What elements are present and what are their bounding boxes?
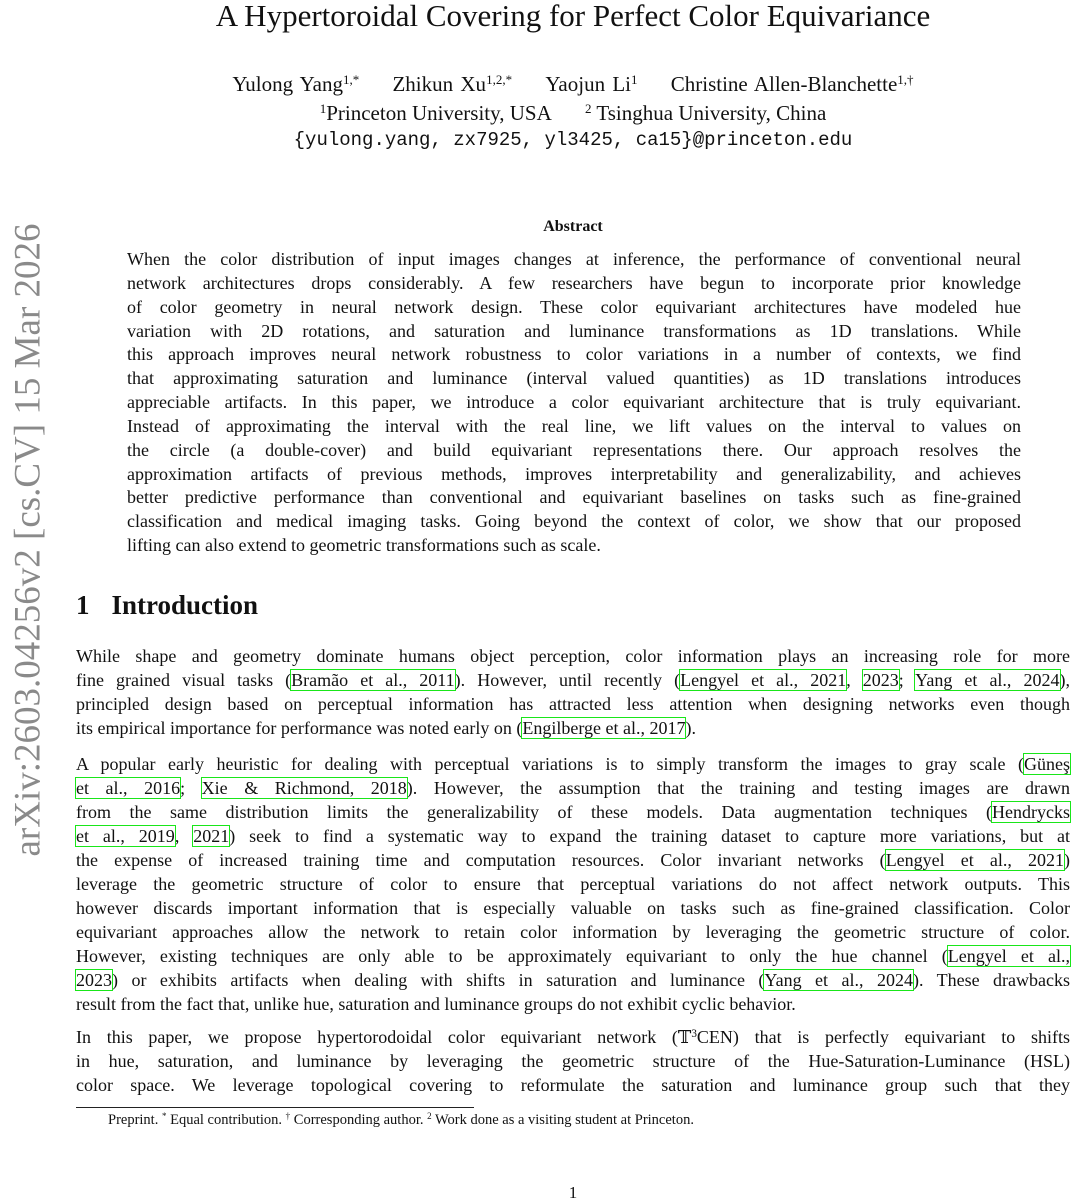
text-line xyxy=(127,439,1021,463)
text-run: Instead of approximating the interval with the real line, we lift values on the interval to values on xyxy=(127,415,1021,436)
text-run: variation with 2D rotations, and saturation and luminance transformations as 1D translations. While xyxy=(127,320,1021,341)
author-affiliation-mark: 1,* xyxy=(342,71,360,87)
intro-paragraph xyxy=(76,644,1070,740)
affiliation-mark: 2 xyxy=(585,100,592,116)
text-line xyxy=(76,944,1070,968)
citation-link[interactable]: Engilberge et al., 2017 xyxy=(522,718,686,738)
text-line xyxy=(76,716,1070,740)
text-line xyxy=(76,896,1070,920)
text-line xyxy=(76,644,1070,668)
text-run: ) seek to find a systematic way to expand the training dataset to capture more variations, but at xyxy=(229,826,1071,846)
text-line xyxy=(127,343,1021,367)
citation-link[interactable]: 2023 xyxy=(862,670,899,690)
intro-paragraph xyxy=(76,1025,1070,1097)
citation-link[interactable]: Lengyel et al., 2021 xyxy=(680,670,847,690)
affiliation-name: Tsinghua University, China xyxy=(591,101,827,125)
author-affiliation-mark: 1,† xyxy=(897,71,914,87)
section-title: Introduction xyxy=(111,590,259,620)
citation-link[interactable]: Xie & Richmond, 2018 xyxy=(201,778,407,798)
text-run: in hue, saturation, and luminance by leveraging the geometric structure of the Hue-Saturation-Luminance (HSL) xyxy=(76,1051,1070,1071)
text-run: ). xyxy=(685,718,696,738)
text-run: network architectures drops considerably. A few researchers have begun to incorporate prior knowledge xyxy=(127,272,1021,293)
superscript: † xyxy=(285,1111,291,1122)
citation-link[interactable]: Lengyel et al., 2021 xyxy=(885,850,1064,870)
paper-title: A Hypertoroidal Covering for Perfect Color Equivariance xyxy=(215,0,931,33)
superscript: 3 xyxy=(691,1027,697,1040)
text-run: the expense of increased training time and computation resources. Color invariant networks ( xyxy=(76,850,886,870)
abstract-heading: Abstract xyxy=(543,218,603,235)
text-run: ) or exhibits artifacts when dealing with shifts in saturation and luminance ( xyxy=(112,970,765,990)
citation-link[interactable]: Hendrycks xyxy=(992,802,1070,822)
text-run: ; xyxy=(180,778,202,798)
text-line xyxy=(127,391,1021,415)
text-run: ), xyxy=(1059,670,1070,690)
text-line xyxy=(76,800,1070,824)
text-line xyxy=(76,824,1070,848)
superscript: * xyxy=(161,1111,167,1122)
citation-link[interactable]: 2023 xyxy=(76,970,112,990)
text-run: ; xyxy=(898,670,916,690)
text-line xyxy=(76,968,1070,992)
text-run: its empirical importance for performance was noted early on ( xyxy=(76,718,523,738)
author xyxy=(671,72,914,96)
text-run: ). However, the assumption that the training and testing images are drawn xyxy=(406,778,1070,798)
citation-link[interactable]: Güneş xyxy=(1024,754,1070,774)
text-line xyxy=(76,1073,1070,1097)
author-emails: {yulong.yang, zx7925, yl3425, ca15}@princeton.edu xyxy=(293,129,853,151)
citation-link[interactable]: Lengyel et al., xyxy=(947,946,1070,966)
author-affiliation-mark: 1,2,* xyxy=(486,71,513,87)
arxiv-stamp: arXiv:2603.04256v2 [cs.CV] 15 Mar 2026 xyxy=(7,223,49,857)
affiliations xyxy=(0,101,1072,126)
text-run: this approach improves neural network robustness to color variations in a number of contexts, we find xyxy=(127,344,1021,365)
text-run: In this paper, we propose hypertorodoidal color equivariant network (𝕋 xyxy=(76,1027,692,1047)
text-line xyxy=(76,776,1070,800)
author-name: Yaojun Li xyxy=(545,72,631,96)
citation-link[interactable]: et al., 2016 xyxy=(76,778,181,798)
text-run: leverage the geometric structure of color to ensure that perceptual variations do not affect network outputs. This xyxy=(76,874,1070,894)
citation-link[interactable]: Bramão et al., 2011 xyxy=(291,670,455,690)
text-run: appreciable artifacts. In this paper, we introduce a color equivariant architecture that is truly equivariant. xyxy=(127,392,1021,413)
text-line xyxy=(127,510,1021,534)
text-line xyxy=(127,272,1021,296)
citation-link[interactable]: 2021 xyxy=(193,826,230,846)
text-line xyxy=(127,296,1021,320)
text-line xyxy=(127,367,1021,391)
text-run: ). However, until recently ( xyxy=(454,670,681,690)
text-run: the circle (a double-cover) and build equivariant representations there. Our approach resolves the xyxy=(127,439,1021,460)
text-run: result from the fact that, unlike hue, saturation and luminance groups do not exhibit cyclic behavior. xyxy=(76,994,796,1014)
text-line xyxy=(127,415,1021,439)
author xyxy=(392,72,512,96)
author xyxy=(545,72,637,96)
text-run: lifting can also extend to geometric transformations such as scale. xyxy=(127,535,601,556)
text-run: however discards important information that is especially valuable on tasks such as fine-grained classification. Color xyxy=(76,898,1070,918)
author-list xyxy=(0,72,1072,97)
text-line xyxy=(76,920,1070,944)
text-line xyxy=(127,486,1021,510)
author-name: Zhikun Xu xyxy=(392,72,487,96)
citation-link[interactable]: Yang et al., 2024 xyxy=(764,970,913,990)
text-run: fine grained visual tasks ( xyxy=(76,670,292,690)
author-affiliation-mark: 1 xyxy=(630,71,638,87)
text-line xyxy=(76,752,1070,776)
text-line xyxy=(76,1049,1070,1073)
citation-link[interactable]: et al., 2019 xyxy=(76,826,175,846)
affiliation-name: Princeton University, USA xyxy=(326,101,552,125)
text-run: Preprint. xyxy=(108,1112,162,1128)
text-run: from the same distribution limits the generalizability of these models. Data augmentation techniques ( xyxy=(76,802,993,822)
section-number: 1 xyxy=(76,590,90,620)
text-line xyxy=(76,872,1070,896)
text-run: classification and medical imaging tasks. Going beyond the context of color, we show that our proposed xyxy=(127,511,1021,532)
author xyxy=(232,72,359,96)
author-name: Christine Allen-Blanchette xyxy=(670,72,898,96)
text-run: ). These drawbacks xyxy=(912,970,1070,990)
author-name: Yulong Yang xyxy=(232,72,343,96)
text-run: , xyxy=(174,826,194,846)
affiliation xyxy=(585,101,826,125)
affiliation xyxy=(320,101,552,125)
text-line xyxy=(76,1025,1070,1049)
abstract-body xyxy=(127,248,1021,558)
text-run: Work done as a visiting student at Princeton. xyxy=(431,1112,694,1128)
text-run: While shape and geometry dominate humans object perception, color information plays an increasing role for more xyxy=(76,646,1070,666)
text-line xyxy=(76,992,1070,1016)
text-run: Corresponding author. xyxy=(290,1112,428,1128)
intro-paragraph xyxy=(76,752,1070,1016)
text-run: equivariant approaches allow the network to retain color information by leveraging the geometric structure of color. xyxy=(76,922,1070,942)
text-run: When the color distribution of input images changes at inference, the performance of conventional neural xyxy=(127,249,1021,269)
text-line xyxy=(76,692,1070,716)
page-number: 1 xyxy=(568,1183,578,1202)
text-run: , xyxy=(846,670,863,690)
section-heading-introduction xyxy=(76,590,258,621)
text-run: that approximating saturation and luminance (interval valued quantities) as 1D translations introduces xyxy=(127,368,1021,389)
text-line xyxy=(76,848,1070,872)
text-run: Equal contribution. xyxy=(166,1112,286,1128)
superscript: 2 xyxy=(427,1111,432,1122)
text-line xyxy=(127,463,1021,487)
text-run: CEN) that is perfectly equivariant to shifts xyxy=(696,1027,1070,1047)
text-line xyxy=(127,534,1021,558)
text-line xyxy=(127,248,1021,272)
text-run: A popular early heuristic for dealing with perceptual variations is to simply transform the images to gray scale ( xyxy=(76,754,1024,774)
text-run: ) xyxy=(1064,850,1070,870)
text-run: color space. We leverage topological covering to reformulate the saturation and luminance group such that they xyxy=(76,1075,1070,1095)
text-run: approximation artifacts of previous methods, improves interpretability and generalizability, and achieves xyxy=(127,463,1021,484)
text-line xyxy=(76,668,1070,692)
text-run: of color geometry in neural network design. These color equivariant architectures have modeled hue xyxy=(127,296,1021,317)
text-run: principled design based on perceptual information has attracted less attention when designing networks even though xyxy=(76,694,1070,714)
footnote xyxy=(108,1112,694,1129)
text-line xyxy=(127,320,1021,344)
text-run: However, existing techniques are only able to be approximately equivariant to only the hue channel ( xyxy=(76,946,948,966)
affiliation-mark: 1 xyxy=(319,100,327,116)
citation-link[interactable]: Yang et al., 2024 xyxy=(915,670,1060,690)
text-run: better predictive performance than conventional and equivariant baselines on tasks such as fine-grained xyxy=(127,487,1021,508)
footnote-rule xyxy=(76,1107,474,1108)
